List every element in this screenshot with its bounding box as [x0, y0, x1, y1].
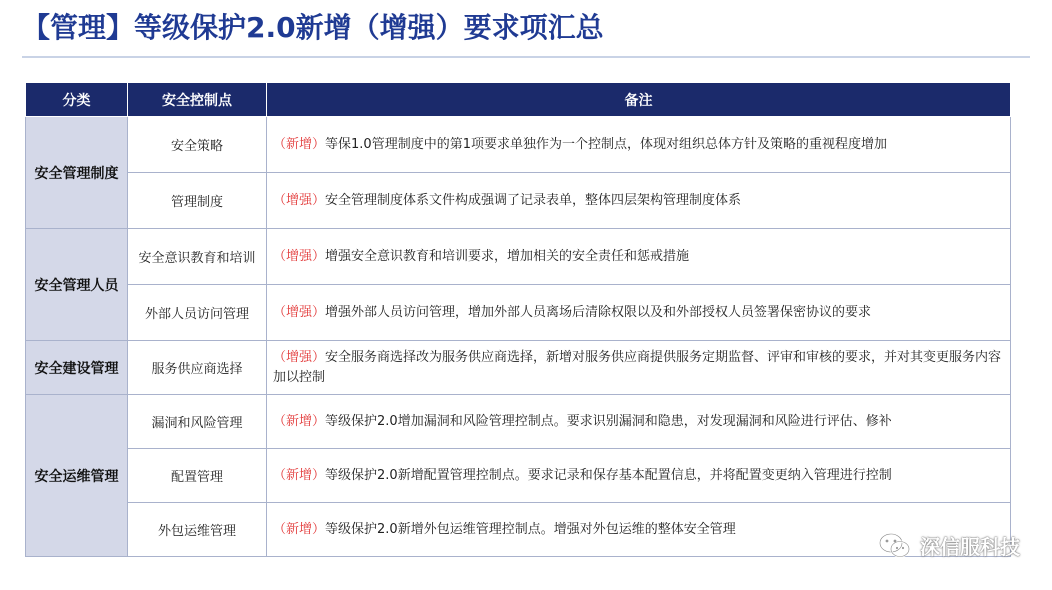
requirements-table: [25, 82, 1011, 557]
title-divider: [22, 56, 1030, 58]
note-cell: [267, 229, 1011, 285]
table-row: [26, 285, 1011, 341]
change-tag: （增强）: [273, 192, 326, 208]
table-row: [26, 395, 1011, 449]
change-tag: （新增）: [273, 521, 326, 537]
control-point-cell: 管理制度: [128, 173, 267, 229]
note-text: 等级保护2.0新增配置管理控制点。要求记录和保存基本配置信息，并将配置变更纳入管理进行控制: [325, 467, 892, 483]
wechat-icon: [878, 532, 912, 560]
change-tag: （新增）: [273, 136, 326, 152]
header-category: 分类: [26, 83, 128, 117]
note-cell: [267, 341, 1011, 395]
note-cell: [267, 285, 1011, 341]
change-tag: （新增）: [273, 467, 326, 483]
note-text: 等保1.0管理制度中的第1项要求单独作为一个控制点，体现对组织总体方针及策略的重视程度增加: [325, 136, 887, 152]
change-tag: （新增）: [273, 413, 326, 429]
watermark-text: 深信服科技: [920, 535, 1020, 559]
control-point-cell: 配置管理: [128, 449, 267, 503]
note-text: 安全管理制度体系文件构成强调了记录表单，整体四层架构管理制度体系: [325, 192, 742, 208]
category-cell: 安全建设管理: [26, 341, 128, 395]
table-row: [26, 173, 1011, 229]
note-text: 增强安全意识教育和培训要求，增加相关的安全责任和惩戒措施: [325, 248, 690, 264]
control-point-cell: 安全意识教育和培训: [128, 229, 267, 285]
change-tag: （增强）: [273, 304, 326, 320]
table-row: [26, 229, 1011, 285]
header-note: 备注: [267, 83, 1011, 117]
category-cell: 安全管理制度: [26, 117, 128, 229]
table-row: [26, 341, 1011, 395]
header-control-point: 安全控制点: [128, 83, 267, 117]
table-row: [26, 449, 1011, 503]
note-cell: [267, 117, 1011, 173]
note-text: 等级保护2.0新增外包运维管理控制点。增强对外包运维的整体安全管理: [325, 521, 736, 537]
note-cell: [267, 395, 1011, 449]
table-row: [26, 503, 1011, 557]
control-point-cell: 外部人员访问管理: [128, 285, 267, 341]
category-cell: 安全管理人员: [26, 229, 128, 341]
watermark: [878, 531, 1020, 560]
table-row: [26, 117, 1011, 173]
control-point-cell: 安全策略: [128, 117, 267, 173]
note-cell: [267, 449, 1011, 503]
note-text: 等级保护2.0增加漏洞和风险管理控制点。要求识别漏洞和隐患，对发现漏洞和风险进行评估、修补: [325, 413, 892, 429]
control-point-cell: 漏洞和风险管理: [128, 395, 267, 449]
control-point-cell: 服务供应商选择: [128, 341, 267, 395]
change-tag: （增强）: [273, 248, 326, 264]
control-point-cell: 外包运维管理: [128, 503, 267, 557]
page-title: 【管理】等级保护2.0新增（增强）要求项汇总: [22, 11, 604, 44]
note-text: 增强外部人员访问管理，增加外部人员离场后清除权限以及和外部授权人员签署保密协议的要求: [325, 304, 872, 320]
category-cell: 安全运维管理: [26, 395, 128, 557]
change-tag: （增强）: [273, 349, 326, 365]
note-cell: [267, 173, 1011, 229]
table-header-row: [26, 83, 1011, 117]
note-text: 安全服务商选择改为服务供应商选择，新增对服务供应商提供服务定期监督、评审和审核的要求，并对其变更服务内容加以控制: [273, 349, 1002, 385]
